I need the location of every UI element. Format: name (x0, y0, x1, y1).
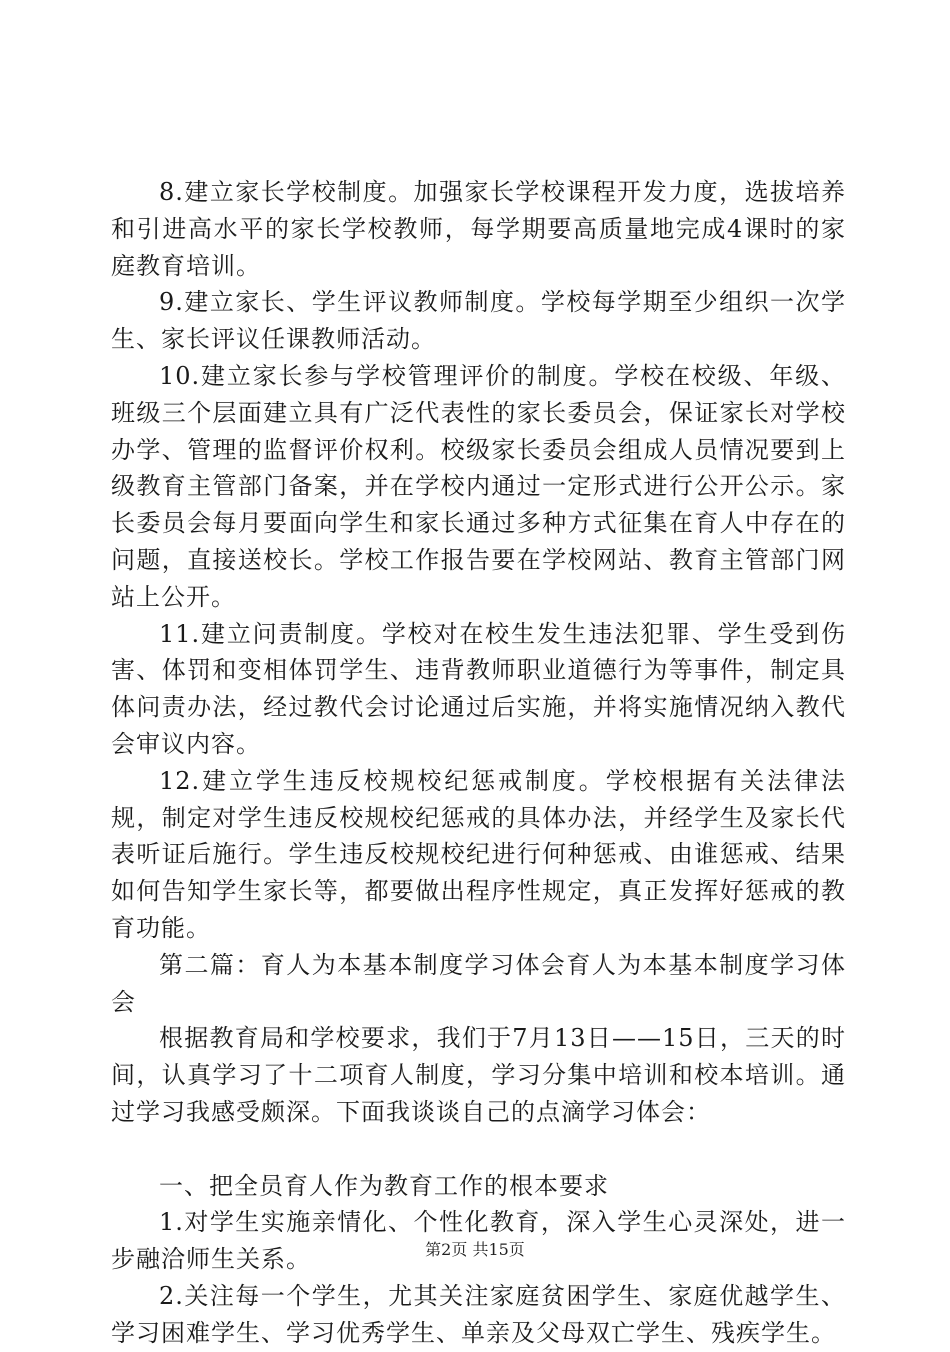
subheading-one: 一、把全员育人作为教育工作的根本要求 (159, 1171, 609, 1200)
section-heading-part-two: 第二篇：育人为本基本制度学习体会育人为本基本制度学习体会 (111, 950, 846, 1016)
paragraph-10-parent-participation: 10.建立家长参与学校管理评价的制度。学校在校级、年级、班级三个层面建立具有广泛代表性的家长委员会，保证家长对学校办学、管理的监督评价权利。校级家长委员会组成人员情况要到上级教育主管部门备案，并在学校内通过一定形式进行公开公示。家长委员会每月要面向学生和家长通过多种方式征集在育人中存在的问题，直接送校长。学校工作报告要在学校网站、教育主管部门网站上公开。 (111, 361, 846, 611)
paragraph-intro: 根据教育局和学校要求，我们于7月13日——15日，三天的时间，认真学习了十二项育人制度，学习分集中培训和校本培训。通过学习我感受颇深。下面我谈谈自己的点滴学习体会： (111, 1024, 846, 1126)
paragraph-8-parent-school: 8.建立家长学校制度。加强家长学校课程开发力度，选拔培养和引进高水平的家长学校教师，每学期要高质量地完成4课时的家庭教育培训。 (111, 178, 846, 280)
list-item-2: 2.关注每一个学生，尤其关注家庭贫困学生、家庭优越学生、学习困难学生、学习优秀学生、单亲及父母双亡学生、残疾学生。 (111, 1281, 846, 1347)
blank-line (111, 1131, 846, 1168)
list-item-1: 1.对学生实施亲情化、个性化教育，深入学生心灵深处，进一步融洽师生关系。 (111, 1208, 846, 1274)
paragraph-11-accountability: 11.建立问责制度。学校对在校生发生违法犯罪、学生受到伤害、体罚和变相体罚学生、违背教师职业道德行为等事件，制定具体问责办法，经过教代会讨论通过后实施，并将实施情况纳入教代会审议内容。 (111, 619, 846, 758)
page-number-footer: 第2页 共15页 (425, 1240, 525, 1259)
paragraph-9-evaluation: 9.建立家长、学生评议教师制度。学校每学期至少组织一次学生、家长评议任课教师活动。 (111, 288, 846, 354)
document-body (111, 174, 846, 1352)
paragraph-12-discipline: 12.建立学生违反校规校纪惩戒制度。学校根据有关法律法规，制定对学生违反校规校纪惩戒的具体办法，并经学生及家长代表听证后施行。学生违反校规校纪进行何种惩戒、由谁惩戒、结果如何告知学生家长等，都要做出程序性规定，真正发挥好惩戒的教育功能。 (111, 766, 846, 942)
